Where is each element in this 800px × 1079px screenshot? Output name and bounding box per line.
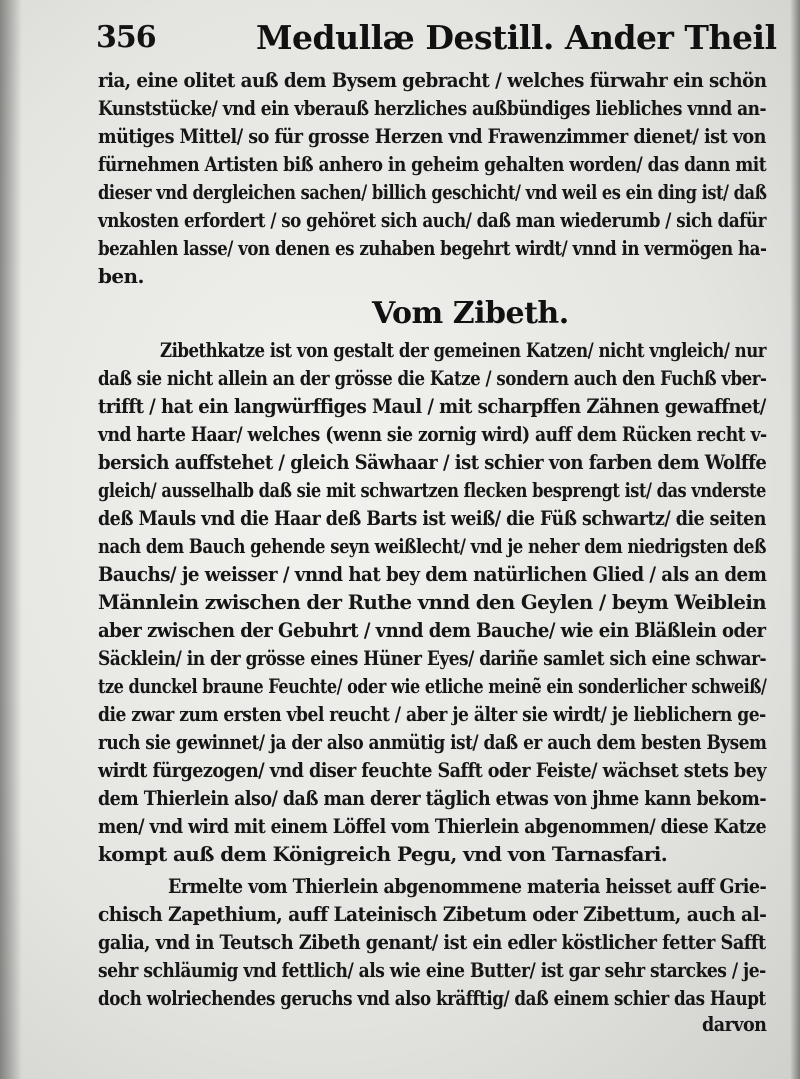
running-head: Medullæ Destill. Ander Theil: [256, 18, 777, 57]
text-line: kompt auß dem Königreich Pegu, vnd von Tarnasfari.: [98, 842, 668, 866]
text-line: Säcklein/ in der grösse eines Hüner Eyes/ dariñe samlet sich eine schwar-: [98, 646, 767, 670]
gutter-shadow: [0, 0, 22, 1079]
text-line: die zwar zum ersten vbel reucht / aber je älter sie wirdt/ je lieblichern ge-: [98, 702, 766, 726]
page-edge-shadow: [790, 0, 800, 1079]
text-line: tze dunckel braune Feuchte/ oder wie etliche meinẽ ein sonderlicher schweiß/: [98, 674, 767, 698]
text-line: Zibethkatze ist von gestalt der gemeinen Katzen/ nicht vngleich/ nur: [160, 338, 766, 362]
text-line: Ermelte vom Thierlein abgenommene materia heisset auff Grie-: [168, 874, 767, 898]
text-line: vnd harte Haar/ welches (wenn sie zornig wird) auff dem Rücken recht v-: [98, 422, 767, 446]
text-line: ben.: [98, 264, 144, 288]
text-line: ruch sie gewinnet/ ja der also anmütig ist/ daß er auch dem besten Bysem: [98, 730, 767, 754]
text-line: men/ vnd wird mit einem Löffel vom Thierlein abgenommen/ diese Katze: [98, 814, 767, 838]
section-heading: Vom Zibeth.: [372, 296, 569, 331]
text-line: mütiges Mittel/ so für grosse Herzen vnd Frawenzimmer dienet/ ist von: [98, 124, 766, 148]
page-header: [96, 18, 776, 64]
text-line: fürnehmen Artisten biß anhero in geheim gehalten worden/ das dann mit: [98, 152, 767, 176]
text-line: wirdt fürgezogen/ vnd diser feuchte Safft oder Feiste/ wächset stets bey: [98, 758, 767, 782]
text-line: Kunststücke/ vnd ein vberauß herzliches außbündiges liebliches vnnd an-: [98, 96, 767, 120]
text-line: vnkosten erfordert / so gehöret sich auch/ daß man wiederumb / sich dafür: [98, 208, 766, 232]
text-line: dem Thierlein also/ daß man derer täglich etwas von jhme kann bekom-: [98, 786, 767, 810]
text-line: bezahlen lasse/ von denen es zuhaben begehrt wirdt/ vnnd in vermögen ha-: [98, 236, 767, 260]
text-line: gleich/ ausselhalb daß sie mit schwartzen flecken besprengt ist/ das vnderste: [98, 478, 766, 502]
text-line: Männlein zwischen der Ruthe vnnd den Geylen / beym Weiblein: [98, 590, 767, 614]
catchword: darvon: [702, 1012, 767, 1036]
text-line: bersich auffstehet / gleich Säwhaar / ist schier von farben dem Wolffe: [98, 450, 767, 474]
text-line: dieser vnd dergleichen sachen/ billich geschicht/ vnd weil es ein ding ist/ daß: [98, 180, 767, 204]
text-line: galia, vnd in Teutsch Zibeth genant/ ist ein edler köstlicher fetter Safft: [98, 930, 766, 954]
text-line: ria, eine olitet auß dem Bysem gebracht / welches fürwahr ein schön: [98, 68, 767, 92]
text-line: nach dem Bauch gehende seyn weißlecht/ vnd je neher dem niedrigsten deß: [98, 534, 766, 558]
text-line: doch wolriechendes geruchs vnd also kräfftig/ daß einem schier das Haupt: [98, 986, 766, 1010]
text-line: trifft / hat ein langwürffiges Maul / mit scharpffen Zähnen gewaffnet/: [98, 394, 766, 418]
text-line: sehr schläumig vnd fettlich/ als wie eine Butter/ ist gar sehr starckes / je-: [98, 958, 766, 982]
page-number: 356: [96, 20, 156, 55]
text-line: aber zwischen der Gebuhrt / vnnd dem Bauche/ wie ein Bläßlein oder: [98, 618, 766, 642]
text-line: Bauchs/ je weisser / vnnd hat bey dem natürlichen Glied / als an dem: [98, 562, 767, 586]
text-line: daß sie nicht allein an der grösse die Katze / sondern auch den Fuchß vber-: [98, 366, 767, 390]
text-line: chisch Zapethium, auff Lateinisch Zibetum oder Zibettum, auch al-: [98, 902, 767, 926]
text-line: deß Mauls vnd die Haar deß Barts ist weiß/ die Füß schwartz/ die seiten: [98, 506, 766, 530]
